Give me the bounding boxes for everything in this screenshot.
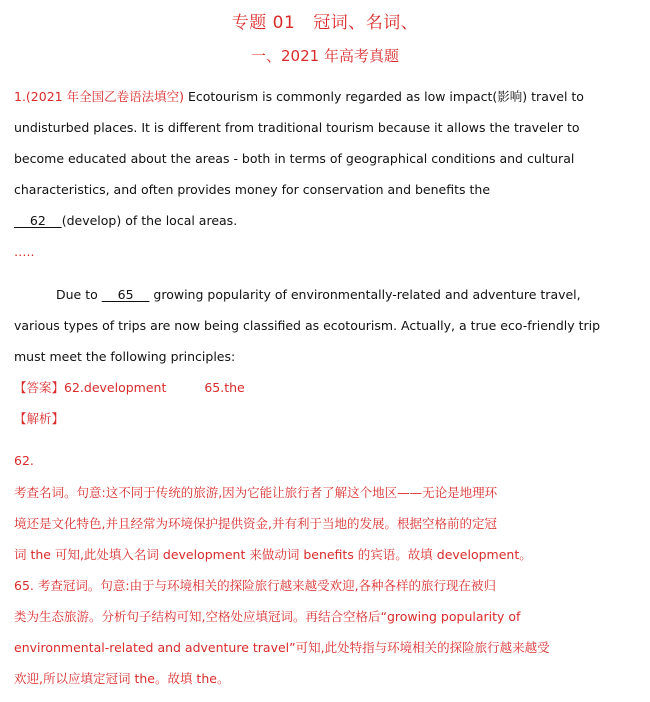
analysis-line-5: 类为生态旅游。分析句子结构可知,空格处应填冠词。再结合空格后“growing popularity of: [14, 609, 521, 624]
analysis-line-1: 考查名词。句意:这不同于传统的旅游,因为它能让旅行者了解这个地区——无论是地理环: [14, 485, 498, 500]
section-subtitle: 一、2021 年高考真题: [251, 47, 399, 65]
question-line-5: [14, 212, 237, 230]
answer-label: 【答案】: [14, 380, 65, 395]
analysis-line-7: 欢迎,所以应填定冠词 the。故填 the。: [14, 671, 230, 686]
analysis-line-4: 65. 考查冠词。句意:由于与环境相关的探险旅行越来越受欢迎,各种各样的旅行现在被归: [14, 578, 497, 593]
question-text-5: (develop) of the local areas.: [61, 213, 238, 228]
question-source: 1.(2021 年全国乙卷语法填空): [14, 89, 184, 104]
blank-65: 65: [101, 287, 150, 302]
analysis-label: 【解析】: [14, 411, 65, 426]
question-line-7: various types of trips are now being classified as ecotourism. Actually, a true eco-friendly trip: [14, 318, 601, 333]
question-para2-start: Due to: [56, 287, 102, 302]
question-line-1: [14, 88, 584, 106]
answer-line: [14, 379, 245, 397]
analysis-number-62: 62.: [14, 453, 34, 468]
title-topic-number: 专题 01: [231, 13, 296, 33]
analysis-line-3: 词 the 可知,此处填入名词 development 来做动词 benefits 的宾语。故填 development。: [14, 547, 532, 562]
title-topic-name: 冠词、名词、: [313, 13, 419, 33]
question-line-3: become educated about the areas - both in terms of geographical conditions and cultural: [14, 151, 575, 166]
question-line-8: must meet the following principles:: [14, 349, 236, 364]
question-text-1: Ecotourism is commonly regarded as low impact(影响) travel to: [183, 89, 584, 104]
answer-62: 62.development: [64, 380, 167, 395]
question-line-4: characteristics, and often provides money for conservation and benefits the: [14, 182, 491, 197]
analysis-line-6: environmental-related and adventure travel”可知,此处特指与环境相关的探险旅行越来越受: [14, 640, 550, 655]
answer-65: 65.the: [204, 380, 245, 395]
question-line-2: undisturbed places. It is different from traditional tourism because it allows the traveler to: [14, 120, 580, 135]
page-title: [0, 8, 650, 33]
question-line-6: [14, 286, 581, 304]
blank-62: 62: [14, 213, 62, 228]
ellipsis: …..: [14, 244, 35, 259]
question-para2-rest: growing popularity of environmentally-related and adventure travel,: [149, 287, 581, 302]
analysis-line-2: 境还是文化特色,并且经常为环境保护提供资金,并有利于当地的发展。根据空格前的定冠: [14, 516, 497, 531]
